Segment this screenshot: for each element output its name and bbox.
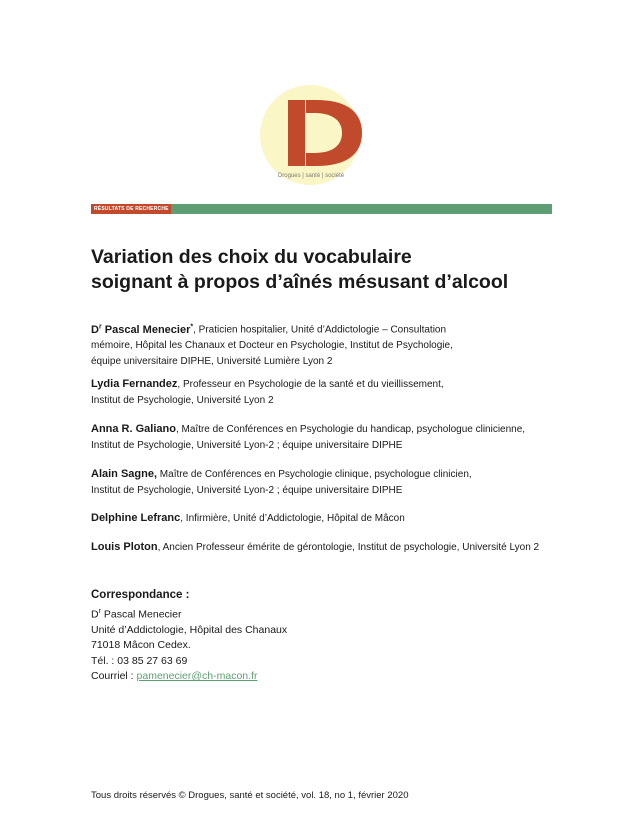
- author-lefranc: [91, 511, 405, 527]
- author-affiliation: , Praticien hospitalier, Unité d’Addictologie – Consultation: [193, 324, 447, 336]
- correspondence-city: 71018 Mâcon Cedex.: [91, 639, 191, 651]
- author-name: $D^r$ Pascal Menecier*: [91, 323, 194, 336]
- author-sagne: [91, 467, 472, 498]
- section-banner: [91, 204, 552, 214]
- logo-d-stem: [288, 100, 305, 166]
- author-affiliation: Institut de Psychologie, Université Lyon 2: [91, 394, 274, 406]
- author-menecier: [91, 319, 453, 369]
- author-affiliation: , Maître de Conférences en Psychologie du handicap, psychologue clinicienne,: [175, 424, 526, 435]
- section-tag: RÉSULTATS DE RECHERCHE: [91, 204, 171, 214]
- author-affiliation: mémoire, Hôpital les Chanaux et Docteur en Psychologie, Institut de Psychologie,: [91, 340, 453, 352]
- correspondence-unit: Unité d’Addictologie, Hôpital des Chanaux: [91, 623, 288, 636]
- title-line-2: soignant à propos d’aînés mésusant d’alcool: [91, 271, 509, 293]
- author-name: Lydia Fernandez: [91, 378, 178, 390]
- author-affiliation: Institut de Psychologie, Université Lyon-2 ; équipe universitaire DIPHE: [91, 484, 403, 496]
- author-affiliation: Maître de Conférences en Psychologie clinique, psychologue clinicien,: [157, 469, 472, 480]
- author-ploton: [91, 540, 539, 556]
- author-affiliation: , Professeur en Psychologie de la santé et du vieillissement,: [177, 379, 444, 390]
- correspondence-name: $D^r$ Pascal Menecier: [91, 607, 182, 620]
- author-name: Louis Ploton: [91, 541, 158, 553]
- copyright-footer: Tous droits réservés © Drogues, santé et société, vol. 18, no 1, février 2020: [91, 790, 409, 801]
- article-title: [91, 245, 508, 295]
- author-affiliation: , Ancien Professeur émérite de gérontologie, Institut de psychologie, Université Lyon 2: [157, 542, 540, 553]
- title-line-1: Variation des choix du vocabulaire: [91, 246, 412, 268]
- journal-logo: [0, 0, 633, 200]
- author-name: Anna R. Galiano: [91, 423, 176, 435]
- author-name: Delphine Lefranc: [91, 512, 181, 524]
- author-affiliation: , Infirmière, Unité d’Addictologie, Hôpital de Mâcon: [180, 513, 405, 524]
- author-name: Alain Sagne,: [91, 468, 158, 480]
- correspondence-heading: Correspondance :: [91, 589, 190, 601]
- author-galiano: [91, 422, 525, 453]
- logo-caption: Drogues | santé | société: [277, 173, 345, 179]
- email-link[interactable]: pamenecier@ch-macon.fr: [136, 670, 258, 682]
- author-fernandez: [91, 377, 444, 408]
- email-label: Courriel :: [91, 670, 137, 682]
- correspondence-phone: Tél. : 03 85 27 63 69: [91, 654, 188, 667]
- correspondence-block: [91, 588, 287, 685]
- author-affiliation: équipe universitaire DIPHE, Université Lumière Lyon 2: [91, 355, 333, 367]
- author-affiliation: Institut de Psychologie, Université Lyon-2 ; équipe universitaire DIPHE: [91, 439, 403, 451]
